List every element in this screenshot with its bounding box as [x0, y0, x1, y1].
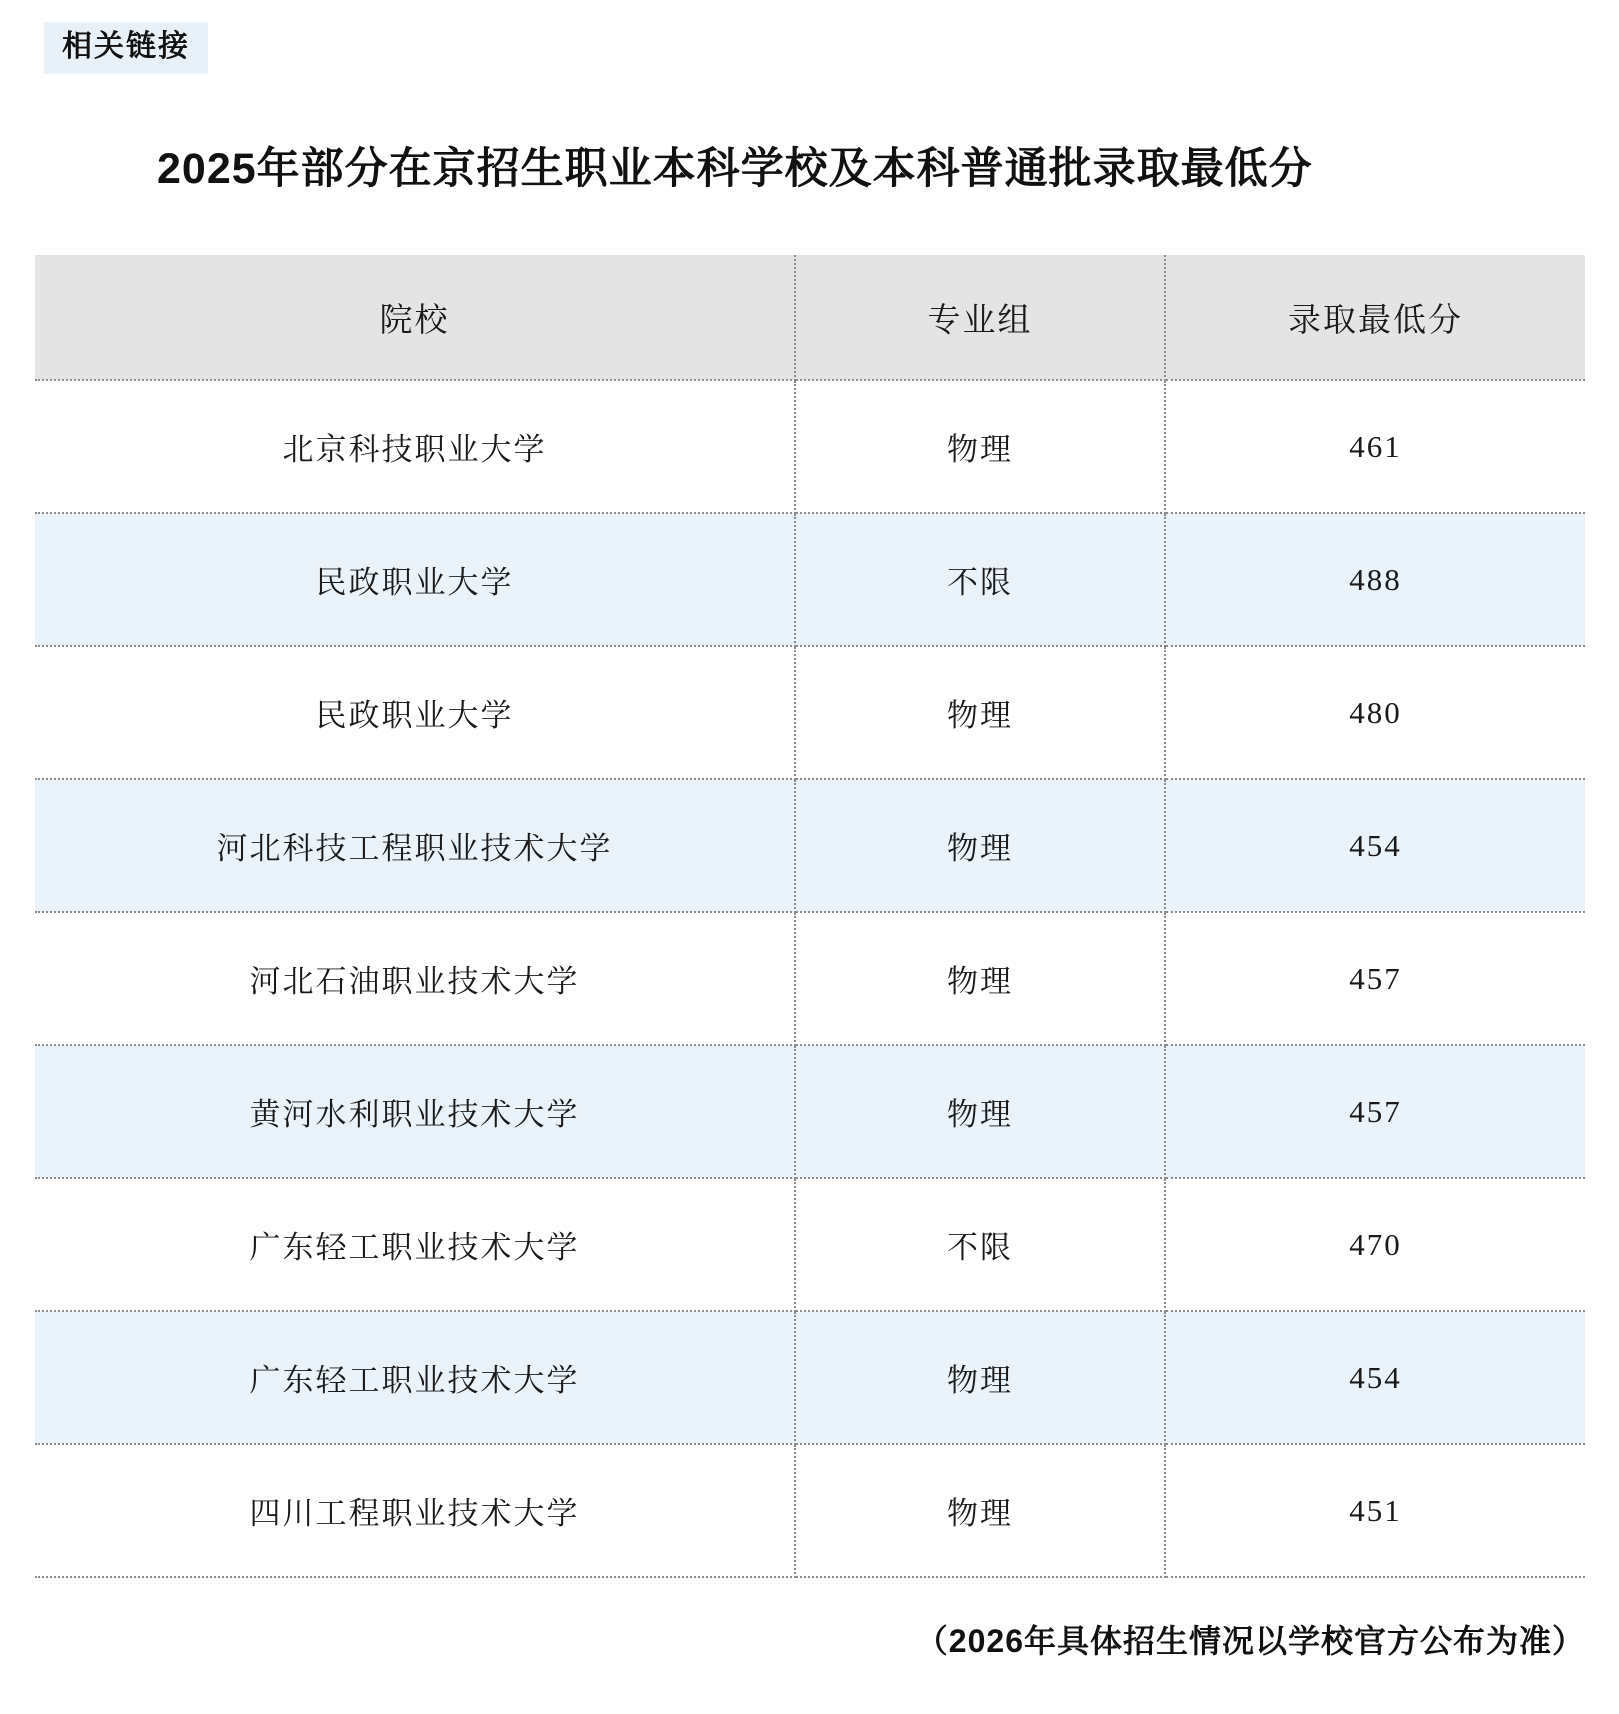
column-header-school: 院校 — [35, 255, 795, 380]
table-row — [35, 1311, 1585, 1444]
cell-score: 451 — [1165, 1444, 1585, 1577]
column-header-score: 录取最低分 — [1165, 255, 1585, 380]
cell-score: 457 — [1165, 912, 1585, 1045]
table-row — [35, 380, 1585, 513]
related-links-tag: 相关链接 — [44, 22, 208, 74]
page-title: 2025年部分在京招生职业本科学校及本科普通批录取最低分 — [157, 145, 1313, 193]
cell-school: 四川工程职业技术大学 — [35, 1444, 795, 1577]
column-header-group: 专业组 — [795, 255, 1165, 380]
cell-school: 广东轻工职业技术大学 — [35, 1311, 795, 1444]
cell-score: 454 — [1165, 779, 1585, 912]
score-table-container — [35, 255, 1585, 1578]
table-row — [35, 1178, 1585, 1311]
cell-school: 河北石油职业技术大学 — [35, 912, 795, 1045]
table-row — [35, 1444, 1585, 1577]
cell-score: 457 — [1165, 1045, 1585, 1178]
table-header — [35, 255, 1585, 380]
cell-school: 民政职业大学 — [35, 646, 795, 779]
cell-group: 物理 — [795, 1444, 1165, 1577]
cell-group: 物理 — [795, 779, 1165, 912]
table-body — [35, 380, 1585, 1577]
cell-group: 不限 — [795, 1178, 1165, 1311]
cell-score: 454 — [1165, 1311, 1585, 1444]
table-row — [35, 912, 1585, 1045]
cell-group: 不限 — [795, 513, 1165, 646]
cell-score: 461 — [1165, 380, 1585, 513]
related-links-tag-container — [44, 22, 208, 74]
table-header-row — [35, 255, 1585, 380]
table-row — [35, 646, 1585, 779]
cell-group: 物理 — [795, 912, 1165, 1045]
score-table — [35, 255, 1585, 1578]
cell-school: 民政职业大学 — [35, 513, 795, 646]
cell-score: 470 — [1165, 1178, 1585, 1311]
cell-group: 物理 — [795, 380, 1165, 513]
cell-school: 北京科技职业大学 — [35, 380, 795, 513]
cell-school: 广东轻工职业技术大学 — [35, 1178, 795, 1311]
cell-group: 物理 — [795, 646, 1165, 779]
cell-group: 物理 — [795, 1311, 1165, 1444]
cell-school: 河北科技工程职业技术大学 — [35, 779, 795, 912]
cell-group: 物理 — [795, 1045, 1165, 1178]
cell-score: 480 — [1165, 646, 1585, 779]
footnote: （2026年具体招生情况以学校官方公布为准） — [915, 1623, 1585, 1659]
table-row — [35, 513, 1585, 646]
cell-school: 黄河水利职业技术大学 — [35, 1045, 795, 1178]
table-row — [35, 779, 1585, 912]
table-row — [35, 1045, 1585, 1178]
cell-score: 488 — [1165, 513, 1585, 646]
